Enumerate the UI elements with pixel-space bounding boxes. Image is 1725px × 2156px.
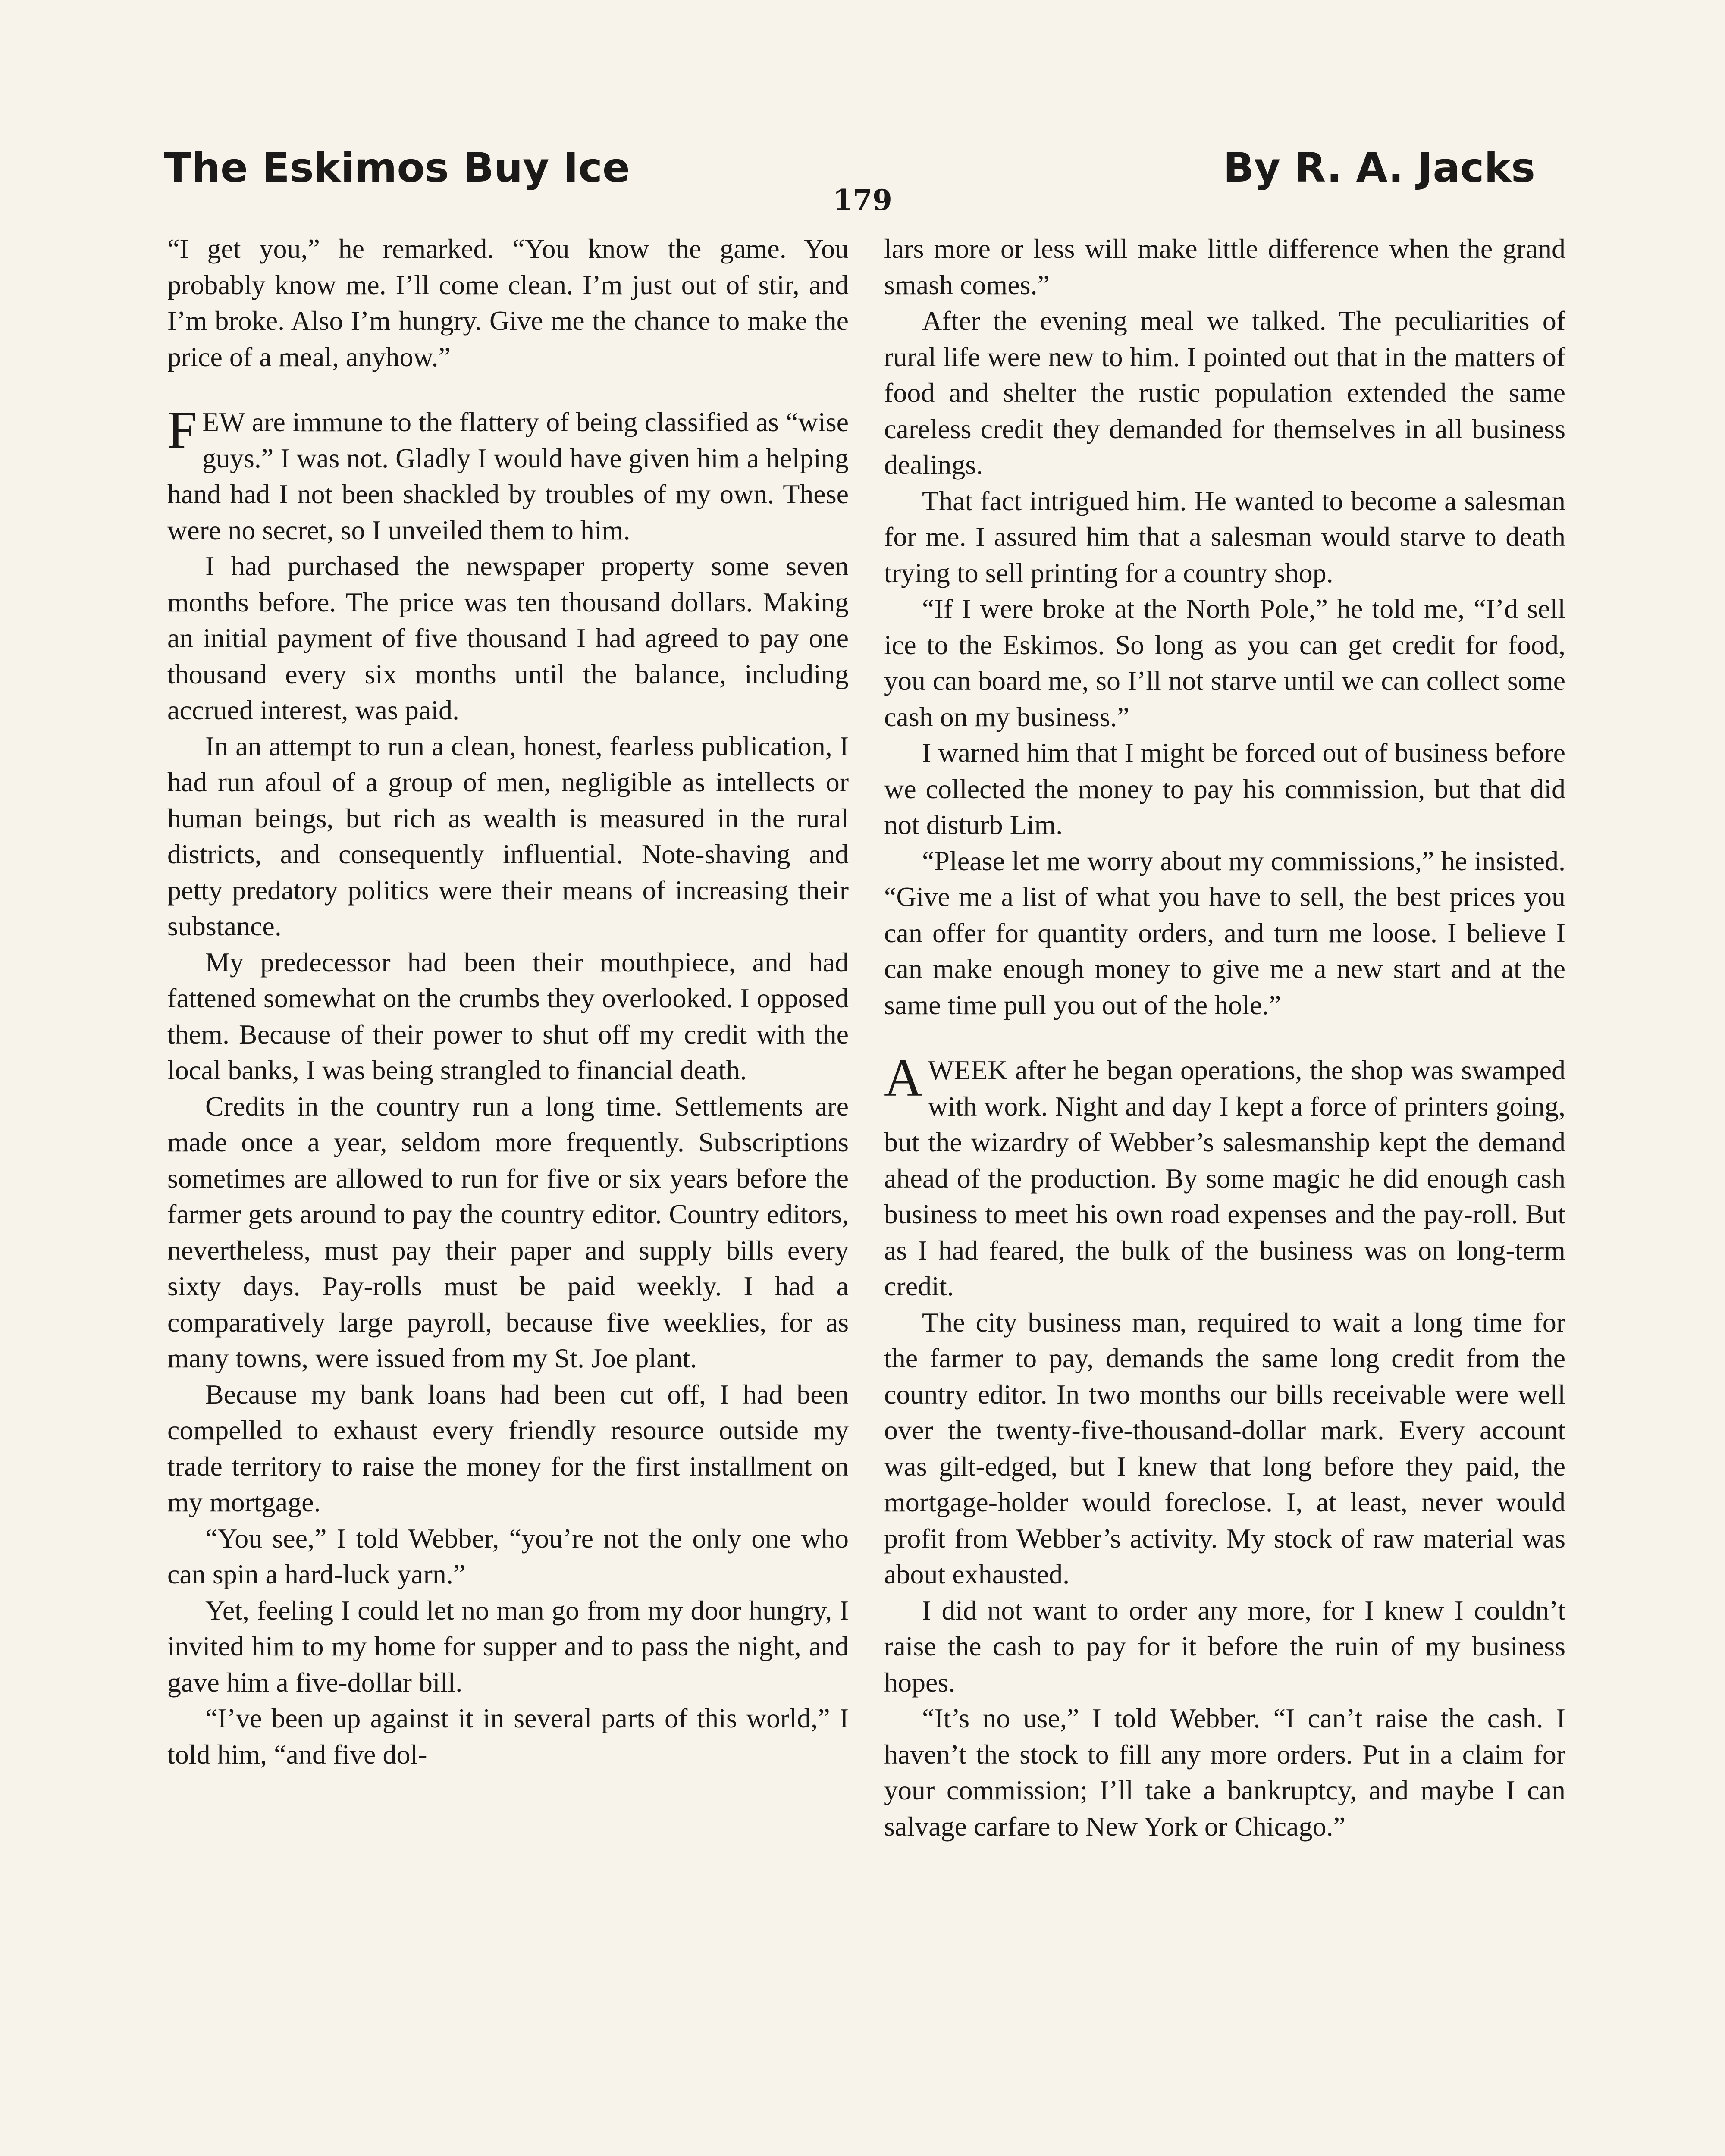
paragraph-text: EW are immune to the flattery of being classified as “wise guys.” I was not. Gladly I would have given him a helping hand had I not been shackled by troubles of my own. These were no secret, so I unveiled them to him. xyxy=(167,407,849,545)
page-number: 179 xyxy=(833,183,892,217)
paragraph: I had purchased the newspaper property some seven months before. The price was ten thousand dollars. Making an initial payment of five thousand I had agreed to pay one thousand every six months until the balance, including accrued interest, was paid. xyxy=(167,551,849,725)
paragraph: “I get you,” he remarked. “You know the game. You probably know me. I’ll come clean. I’m just out of stir, and I’m broke. Also I’m hungry. Give me the chance to make the price of a meal, anyhow.” xyxy=(167,233,849,372)
paragraph: That fact intrigued him. He wanted to become a salesman for me. I assured him that a salesman would starve to death trying to sell printing for a country shop. xyxy=(884,485,1565,588)
author-byline: By R. A. Jacks xyxy=(1223,144,1535,191)
paragraph: I warned him that I might be forced out of business before we collected the money to pay his commission, but that did not disturb Lim. xyxy=(884,737,1565,840)
section-opening-paragraph xyxy=(167,400,849,548)
paragraph: “If I were broke at the North Pole,” he told me, “I’d sell ice to the Eskimos. So long as you can get credit for food, you can board me, so I’ll not starve until we can collect some cash on my business.” xyxy=(884,593,1565,732)
paragraph: After the evening meal we talked. The peculiarities of rural life were new to him. I pointed out that in the matters of food and shelter the rustic population extended the same careless credit they demanded for themselves in all business dealings. xyxy=(884,305,1565,480)
left-column xyxy=(167,231,849,1772)
section-opening-paragraph xyxy=(884,1048,1565,1304)
paragraph: My predecessor had been their mouthpiece, and had fattened somewhat on the crumbs they overlooked. I opposed them. Because of their power to shut off my credit with the local banks, I was being strangled to financial death. xyxy=(167,946,849,1085)
paragraph: Yet, feeling I could let no man go from my door hungry, I invited him to my home for supper and to pass the night, and gave him a five-dollar bill. xyxy=(167,1595,849,1698)
drop-cap: A xyxy=(884,1048,923,1107)
paragraph: Credits in the country run a long time. Settlements are made once a year, seldom more frequently. Subscriptions sometimes are allowed to run for five or six years before the farmer gets around to pay the country editor. Country editors, nevertheless, must pay their paper and supply bills every sixty days. Pay-rolls must be paid weekly. I had a comparatively large payroll, because five weeklies, for as many towns, were issued from my St. Joe plant. xyxy=(167,1091,849,1373)
paragraph: In an attempt to run a clean, honest, fearless publication, I had run afoul of a group of men, negligible as intellects or human beings, but rich as wealth is measured in the rural districts, and consequently influential. Note-shaving and petty predatory politics were their means of increasing their substance. xyxy=(167,730,849,941)
paragraph: “It’s no use,” I told Webber. “I can’t raise the cash. I haven’t the stock to fill any more orders. Put in a claim for your commission; I’ll take a bankruptcy, and maybe I can salvage carfare to New York or Chicago.” xyxy=(884,1703,1565,1842)
paragraph: Because my bank loans had been cut off, I had been compelled to exhaust every friendly resource outside my trade territory to raise the money for the first installment on my mortgage. xyxy=(167,1379,849,1517)
paragraph: “You see,” I told Webber, “you’re not the only one who can spin a hard-luck yarn.” xyxy=(167,1523,849,1589)
story-title: The Eskimos Buy Ice xyxy=(164,144,630,191)
right-column xyxy=(884,231,1565,1844)
paragraph: The city business man, required to wait a long time for the farmer to pay, demands the same long credit from the country editor. In two months our bills receivable were well over the twenty-five-thousand-dollar mark. Every account was gilt-edged, but I knew that long before they paid, the mortgage-holder would foreclose. I, at least, never would profit from Webber’s activity. My stock of raw material was about exhausted. xyxy=(884,1307,1565,1589)
paragraph: “I’ve been up against it in several parts of this world,” I told him, “and five dol- xyxy=(167,1703,849,1770)
paragraph-text: WEEK after he began operations, the shop was swamped with work. Night and day I kept a force of printers going, but the wizardry of Webber’s salesmanship kept the demand ahead of the production. By some magic he did enough cash business to meet his own road expenses and the pay-roll. But as I had feared, the bulk of the business was on long-term credit. xyxy=(884,1055,1565,1301)
paragraph: I did not want to order any more, for I knew I couldn’t raise the cash to pay for it before the ruin of my business hopes. xyxy=(884,1595,1565,1698)
drop-cap: F xyxy=(167,400,197,459)
paragraph: “Please let me worry about my commissions,” he insisted. “Give me a list of what you have to sell, the best prices you can offer for quantity orders, and turn me loose. I believe I can make enough money to give me a new start and at the same time pull you out of the hole.” xyxy=(884,845,1565,1020)
paragraph: lars more or less will make little difference when the grand smash comes.” xyxy=(884,233,1565,300)
